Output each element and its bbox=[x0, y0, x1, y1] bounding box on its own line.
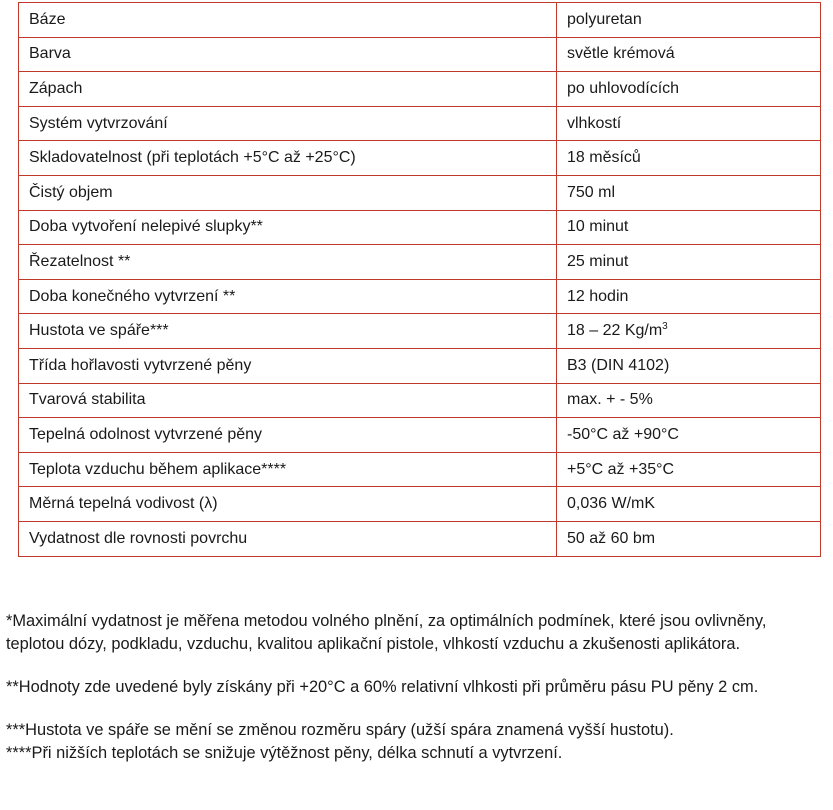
row-label: Doba vytvoření nelepivé slupky** bbox=[19, 210, 557, 245]
row-label: Systém vytvrzování bbox=[19, 106, 557, 141]
table-row bbox=[19, 348, 821, 383]
row-label: Barva bbox=[19, 37, 557, 72]
table-row bbox=[19, 141, 821, 176]
table-row bbox=[19, 383, 821, 418]
row-value: B3 (DIN 4102) bbox=[557, 348, 821, 383]
row-value: max. + - 5% bbox=[557, 383, 821, 418]
table-row bbox=[19, 37, 821, 72]
row-label: Tvarová stabilita bbox=[19, 383, 557, 418]
table-row bbox=[19, 106, 821, 141]
table-row bbox=[19, 175, 821, 210]
row-value: 0,036 W/mK bbox=[557, 487, 821, 522]
row-label: Třída hořlavosti vytvrzené pěny bbox=[19, 348, 557, 383]
footnote-conditions: **Hodnoty zde uvedené byly získány při +20°C a 60% relativní vlhkosti při průměru pásu PU pěny 2 cm. bbox=[6, 678, 759, 696]
row-value: 750 ml bbox=[557, 175, 821, 210]
row-label: Zápach bbox=[19, 72, 557, 107]
row-label: Teplota vzduchu během aplikace**** bbox=[19, 452, 557, 487]
density-value: 18 – 22 Kg/m bbox=[567, 322, 663, 340]
row-value bbox=[557, 314, 821, 349]
row-label: Doba konečného vytvrzení ** bbox=[19, 279, 557, 314]
table-row bbox=[19, 72, 821, 107]
table-row bbox=[19, 418, 821, 453]
row-label: Vydatnost dle rovnosti povrchu bbox=[19, 521, 557, 556]
footnote-density: ***Hustota ve spáře se mění se změnou rozměru spáry (užší spára znamená vyšší hustotu). bbox=[6, 721, 674, 739]
table-row bbox=[19, 3, 821, 38]
row-value: -50°C až +90°C bbox=[557, 418, 821, 453]
row-value: 12 hodin bbox=[557, 279, 821, 314]
row-label: Báze bbox=[19, 3, 557, 38]
row-value: 10 minut bbox=[557, 210, 821, 245]
footnote-yield: *Maximální vydatnost je měřena metodou volného plnění, za optimálních podmínek, které jsou ovlivněny, teplotou dózy, podkladu, vzduchu, kvalitou aplikační pistole, vlhkostí vzduchu a zkušenosti aplikátora. bbox=[6, 612, 767, 653]
footnote-temperature: ****Při nižších teplotách se snižuje výtěžnost pěny, délka schnutí a vytvrzení. bbox=[6, 744, 563, 762]
row-label: Skladovatelnost (při teplotách +5°C až +25°C) bbox=[19, 141, 557, 176]
row-value: vlhkostí bbox=[557, 106, 821, 141]
spec-table bbox=[18, 2, 821, 557]
row-value: světle krémová bbox=[557, 37, 821, 72]
table-row bbox=[19, 487, 821, 522]
table-row bbox=[19, 314, 821, 349]
row-value: 25 minut bbox=[557, 245, 821, 280]
row-label: Hustota ve spáře*** bbox=[19, 314, 557, 349]
row-value: polyuretan bbox=[557, 3, 821, 38]
row-value: +5°C až +35°C bbox=[557, 452, 821, 487]
table-row bbox=[19, 210, 821, 245]
table-row bbox=[19, 245, 821, 280]
row-value: 50 až 60 bm bbox=[557, 521, 821, 556]
row-label: Měrná tepelná vodivost (λ) bbox=[19, 487, 557, 522]
table-row bbox=[19, 452, 821, 487]
row-label: Čistý objem bbox=[19, 175, 557, 210]
footnotes bbox=[6, 610, 828, 765]
row-label: Řezatelnost ** bbox=[19, 245, 557, 280]
row-label: Tepelná odolnost vytvrzené pěny bbox=[19, 418, 557, 453]
table-row bbox=[19, 279, 821, 314]
table-row bbox=[19, 521, 821, 556]
superscript-exponent: 3 bbox=[662, 321, 668, 333]
row-value: 18 měsíců bbox=[557, 141, 821, 176]
row-value: po uhlovodících bbox=[557, 72, 821, 107]
